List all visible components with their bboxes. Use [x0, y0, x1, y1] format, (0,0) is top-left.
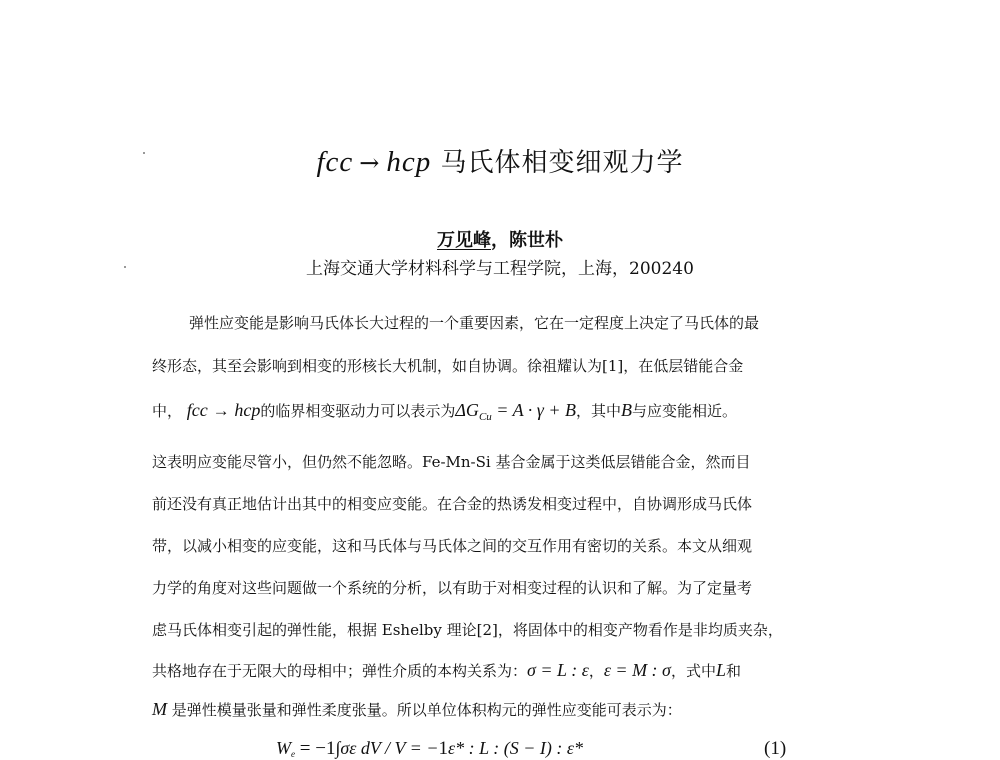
text-fragment: 共格地存在于无限大的母相中；弹性介质的本构关系为：	[152, 662, 528, 680]
title-text: 马氏体相变细观力学	[440, 148, 684, 178]
title-formula-fcc: fcc	[316, 146, 354, 178]
formula-b: B	[621, 400, 633, 420]
paper-title	[0, 142, 1000, 179]
formula-constitutive-2: ε = M : σ	[603, 660, 671, 680]
text-fragment: ，式中	[670, 662, 716, 680]
text-fragment: 的临界相变驱动力可以表示为	[260, 402, 456, 420]
equation-1	[276, 738, 836, 760]
formula-expression: = A · γ + B	[491, 400, 577, 420]
eq-lhs: W	[276, 738, 291, 758]
title-arrow: →	[359, 149, 381, 177]
author-separator: ，	[491, 230, 509, 251]
eq-part: = −	[295, 738, 326, 759]
formula-delta-g: ΔG	[455, 400, 479, 420]
eq-part: ε	[349, 738, 357, 758]
formula-subscript: Cu	[478, 411, 492, 423]
eq-part: ε* : L : (S − I) : ε*	[447, 738, 583, 758]
text-fragment: 是弹性模量张量和弹性柔度张量。所以单位体积构元的弹性应变能可表示为：	[167, 701, 682, 719]
paragraph-line: 终形态，其至会影响到相变的形核长大机制，如自协调。徐祖耀认为[1]，在低层错能合金	[152, 357, 744, 375]
paragraph-line: 这表明应变能尽管小，但仍然不能忽略。Fe-Mn-Si 基合金属于这类低层错能合金，然而目	[152, 453, 751, 471]
paragraph-line: 力学的角度对这些问题做一个系统的分析，以有助于对相变过程的认识和了解。为了定量考	[152, 579, 753, 597]
paragraph-line: 带，以减小相变的应变能，这和马氏体与马氏体之间的交互作用有密切的关系。本文从细观	[152, 537, 753, 555]
author-first: 万见峰	[437, 230, 491, 251]
affiliation: 上海交通大学材料科学与工程学院，上海，200240	[306, 259, 694, 279]
paragraph-line: 虑马氏体相变引起的弹性能，根据 Eshelby 理论[2]，将固体中的相变产物看作是非均质夹杂，	[152, 621, 783, 639]
formula-l: L	[715, 660, 726, 680]
formula-m: M	[152, 699, 167, 719]
paragraph-line-formula	[152, 400, 852, 427]
text-fragment: 与应变能相近。	[632, 402, 738, 420]
text-fragment: 和	[725, 662, 741, 680]
paragraph-line-formula	[152, 699, 852, 720]
authors	[0, 226, 1000, 252]
text-fragment: ，	[588, 662, 604, 680]
eq-fraction: 1	[438, 738, 448, 759]
formula-arrow: →	[212, 401, 230, 420]
formula-hcp: hcp	[234, 400, 261, 420]
formula-fcc: fcc	[186, 400, 208, 420]
paragraph-line: 前还没有真正地估计出其中的相变应变能。在合金的热诱发相变过程中，自协调形成马氏体	[152, 495, 753, 513]
eq-fraction: 1	[325, 738, 336, 759]
title-formula-hcp: hcp	[386, 146, 432, 178]
eq-integral: ∫σ	[335, 738, 350, 758]
text-fragment: ，其中	[576, 402, 622, 420]
paragraph-line-formula	[152, 660, 852, 681]
equation-number: (1)	[764, 738, 787, 759]
eq-lhs-subscript: e	[291, 749, 295, 759]
paragraph-line: 弹性应变能是影响马氏体长大过程的一个重要因素，它在一定程度上决定了马氏体的最	[189, 314, 760, 332]
author-second: 陈世朴	[509, 230, 563, 251]
formula-constitutive-1: σ = L : ε	[527, 660, 589, 680]
text-fragment: 中，	[152, 402, 183, 420]
eq-part: dV / V = −	[356, 738, 439, 758]
